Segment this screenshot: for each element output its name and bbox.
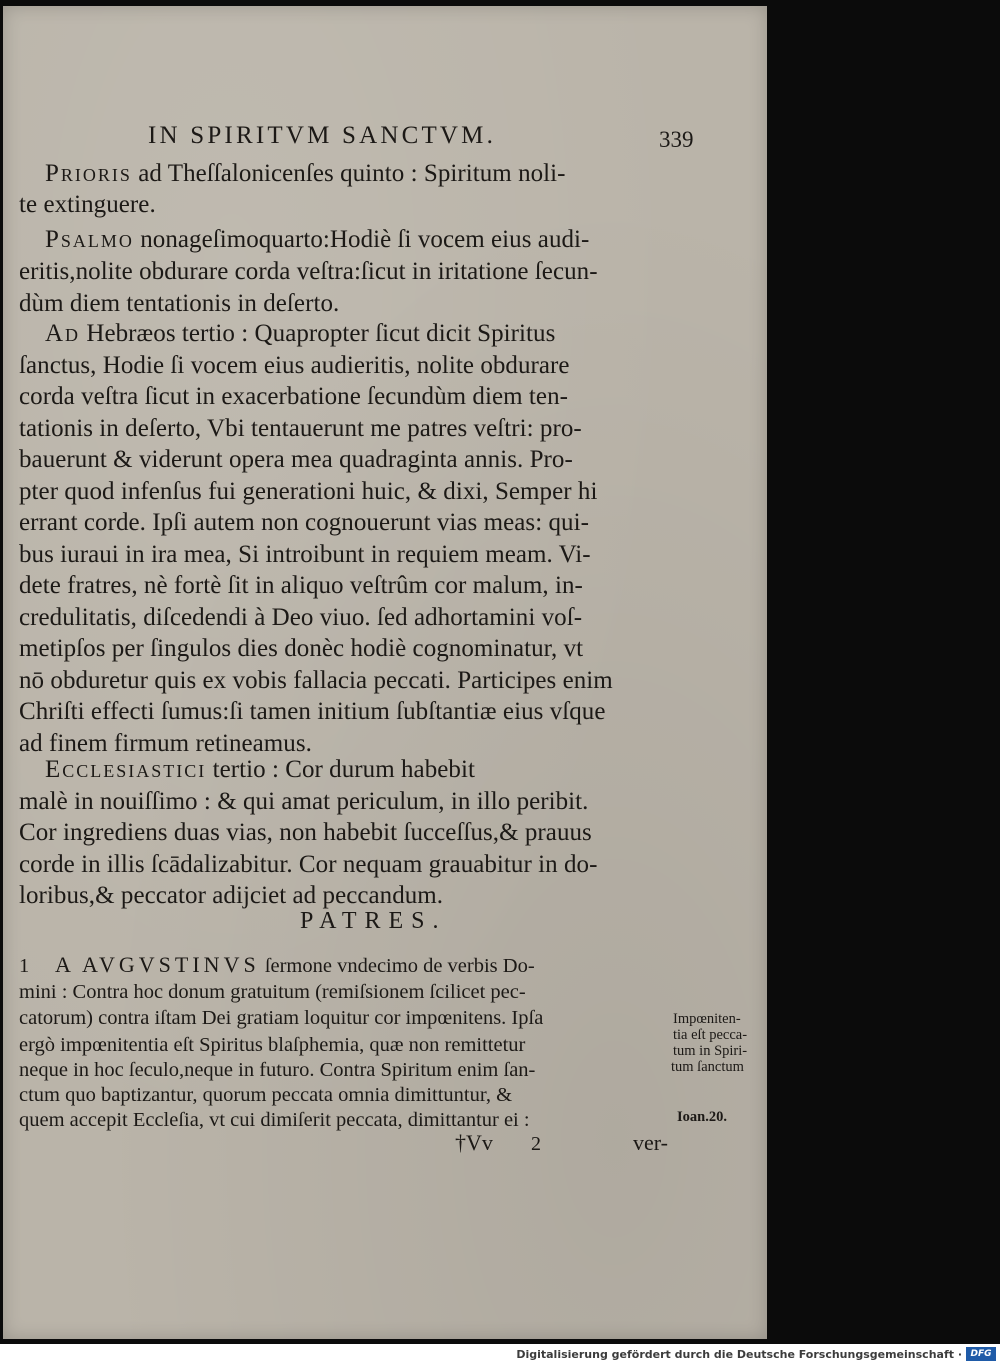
body-line bbox=[45, 321, 555, 346]
line-text: ad Theſſalonicenſes quinto : Spiritum noli- bbox=[131, 160, 566, 187]
line-text: nonageſimoquarto:Hodiè ſi vocem eius audi- bbox=[133, 226, 590, 253]
line-text: corda veſtra ſicut in exacerbatione ſecundùm diem ten- bbox=[19, 383, 568, 410]
patres-line bbox=[19, 1085, 512, 1106]
body-line bbox=[45, 227, 589, 252]
line-text: tationis in deſerto, Vbi tentauerunt me patres veſtri: pro- bbox=[19, 415, 582, 442]
body-line bbox=[19, 192, 156, 217]
line-text: ſermone vndecimo de verbis Do- bbox=[259, 955, 535, 977]
line-text: neque in hoc ſeculo,neque in futuro. Contra Spiritum enim ſan- bbox=[19, 1059, 536, 1081]
section-heading: PATRES. bbox=[300, 908, 447, 934]
line-lead-word: Ad bbox=[45, 320, 81, 347]
line-text: eritis,nolite obdurare corda veſtra:ſicut in iritatione ſecun- bbox=[19, 258, 598, 285]
line-text: errant corde. Ipſi autem non cognouerunt vias meas: qui- bbox=[19, 509, 589, 536]
line-text: te extinguere. bbox=[19, 191, 156, 218]
body-line bbox=[19, 479, 597, 504]
page-number: 339 bbox=[659, 127, 694, 152]
line-text: credulitatis, diſcedendi à Deo viuo. ſed adhortamini voſ- bbox=[19, 604, 583, 631]
body-line bbox=[19, 353, 570, 378]
marginal-reference: Ioan.20. bbox=[677, 1109, 727, 1125]
line-text: Hebræos tertio : Quapropter ſicut dicit Spiritus bbox=[80, 320, 556, 347]
body-line bbox=[19, 416, 582, 441]
funding-credit: Digitalisierung gefördert durch die Deutsche Forschungsgemeinschaft · bbox=[516, 1348, 962, 1361]
body-line bbox=[45, 161, 566, 186]
body-line bbox=[19, 447, 573, 472]
line-lead-word: Ecclesiastici bbox=[45, 756, 207, 783]
line-text: nō obduretur quis ex vobis fallacia peccati. Participes enim bbox=[19, 667, 613, 694]
line-text: ergò impœnitentia eſt Spiritus blaſphemia, quæ non remittetur bbox=[19, 1034, 526, 1056]
line-text: ctum quo baptizantur, quorum peccata omnia dimittuntur, & bbox=[19, 1084, 513, 1106]
patres-line bbox=[19, 1110, 530, 1131]
line-text: quem accepit Eccleſia, vt cui dimiſerit peccata, dimittantur ei : bbox=[19, 1109, 530, 1131]
book-page bbox=[3, 6, 767, 1339]
line-text: malè in nouiſſimo : & qui amat periculum, in illo peribit. bbox=[19, 788, 589, 815]
catchword: ver- bbox=[633, 1130, 668, 1155]
line-text: pter quod infenſus fui generationi huic, & dixi, Semper hi bbox=[19, 478, 598, 505]
body-line bbox=[19, 291, 339, 316]
signature-mark: †Vv bbox=[455, 1130, 493, 1155]
line-text: dete fratres, nè fortè ſit in aliquo veſtrûm cor malum, in- bbox=[19, 572, 583, 599]
body-line bbox=[19, 668, 613, 693]
body-line bbox=[19, 510, 589, 535]
patres-author: A AVGVSTINVS bbox=[55, 952, 260, 977]
line-text: Cor ingrediens duas vias, non habebit ſucceſſus,& prauus bbox=[19, 819, 592, 846]
line-lead-word: Psalmo bbox=[45, 226, 134, 253]
body-line bbox=[19, 789, 588, 814]
line-text: ſanctus, Hodie ſi vocem eius audieritis, nolite obdurare bbox=[19, 352, 570, 379]
line-text: ad finem firmum retineamus. bbox=[19, 730, 312, 757]
patres-line bbox=[19, 982, 526, 1003]
marginal-note-line: tia eſt pecca- bbox=[673, 1027, 748, 1043]
body-line bbox=[19, 384, 568, 409]
footer-strip bbox=[0, 1344, 1000, 1365]
body-line bbox=[19, 883, 443, 908]
line-text: bauerunt & viderunt opera mea quadraginta annis. Pro- bbox=[19, 446, 573, 473]
patres-line bbox=[19, 1060, 535, 1081]
line-text: catorum) contra iſtam Dei gratiam loquitur cor impœnitens. Ipſa bbox=[19, 1007, 544, 1029]
line-text: metipſos per ſingulos dies donèc hodiè cognominatur, vt bbox=[19, 635, 584, 662]
line-text: Chriſti effecti ſumus:ſi tamen initium ſubſtantiæ eius vſque bbox=[19, 698, 606, 725]
marginal-note-line: tum in Spiri- bbox=[673, 1043, 748, 1059]
patres-line bbox=[19, 1035, 525, 1056]
patres-number: 1 bbox=[19, 955, 30, 977]
body-line bbox=[19, 636, 583, 661]
body-line bbox=[19, 731, 312, 756]
patres-line bbox=[19, 954, 535, 977]
line-text: bus iuraui in ira mea, Si introibunt in requiem meam. Vi- bbox=[19, 541, 591, 568]
signature-number: 2 bbox=[531, 1133, 541, 1155]
line-lead-word: Prioris bbox=[45, 160, 132, 187]
body-line bbox=[19, 820, 592, 845]
running-head: IN SPIRITVM SANCTVM. bbox=[148, 122, 497, 149]
body-line bbox=[19, 259, 598, 284]
marginal-note-line: tum ſanctum bbox=[671, 1059, 744, 1075]
line-text: mini : Contra hoc donum gratuitum (remiſsionem ſcilicet pec- bbox=[19, 981, 526, 1003]
body-line bbox=[19, 573, 583, 598]
body-line bbox=[19, 852, 597, 877]
patres-line bbox=[19, 1008, 543, 1029]
dfg-logo-icon: DFG bbox=[966, 1347, 996, 1361]
body-line bbox=[19, 542, 591, 567]
line-text: corde in illis ſcādalizabitur. Cor nequam grauabitur in do- bbox=[19, 851, 598, 878]
line-text: loribus,& peccator adijciet ad peccandum. bbox=[19, 882, 444, 909]
line-text: dùm diem tentationis in deſerto. bbox=[19, 290, 340, 317]
marginal-note-line: Impœniten- bbox=[673, 1011, 741, 1027]
body-line bbox=[45, 757, 475, 782]
body-line bbox=[19, 699, 606, 724]
line-text: tertio : Cor durum habebit bbox=[206, 756, 475, 783]
body-line bbox=[19, 605, 582, 630]
